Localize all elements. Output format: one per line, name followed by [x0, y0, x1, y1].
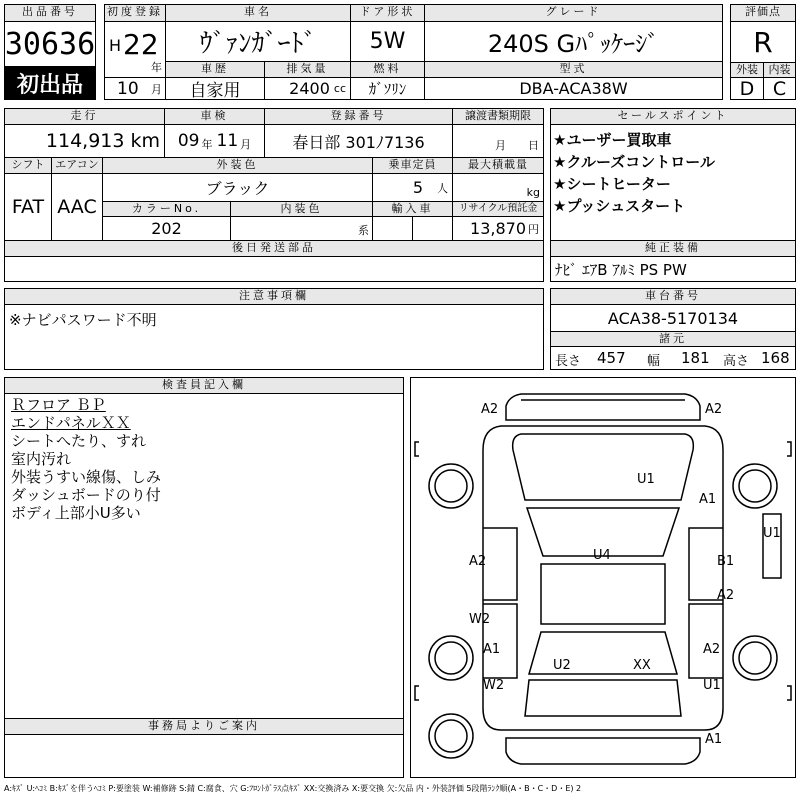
damage-mark: A2: [705, 402, 723, 417]
insp-year-unit: 年: [201, 138, 213, 151]
shift: FAT: [4, 173, 52, 241]
damage-mark: W2: [483, 678, 505, 693]
fuel-label: 燃料: [350, 61, 425, 78]
damage-mark: A1: [705, 732, 723, 747]
model: DBA-ACA38W: [424, 77, 723, 100]
ac-label: エアコン: [51, 157, 103, 174]
car-outline: [411, 378, 795, 777]
right-side-panel: [763, 514, 781, 578]
width: 181: [681, 349, 710, 367]
hood-shape: [513, 434, 694, 500]
damage-mark: U2: [553, 658, 571, 673]
sales-points-label: セールスポイント: [550, 108, 796, 125]
transfer-label: 譲渡書類期限: [452, 108, 544, 125]
chassis-number: ACA38-5170134: [550, 304, 796, 332]
inspector-label: 検査員記入欄: [4, 377, 404, 394]
roof-shape: [541, 564, 665, 624]
max-load-label: 最大積載量: [452, 157, 544, 174]
rear-window-shape: [529, 632, 677, 674]
equipment-label: 純正装備: [550, 240, 796, 257]
displacement-cell: [264, 77, 351, 100]
sales-point: ★シートヒーター: [553, 175, 671, 193]
shift-label: シフト: [4, 157, 52, 174]
bracket-right-top: [787, 442, 791, 456]
inspector-line: 室内汚れ: [11, 450, 72, 468]
ac: AAC: [51, 173, 103, 241]
damage-mark: U4: [593, 548, 611, 563]
inspector-line: シートへたり、すれ: [11, 432, 147, 450]
displacement: 2400: [289, 79, 330, 98]
door-type: 5W: [350, 21, 425, 62]
color-no-label: カラーNo.: [102, 201, 231, 217]
max-load-cell: [452, 173, 544, 202]
inspector-line: 外装うすい線傷、しみ: [11, 468, 162, 486]
damage-diagram: [410, 377, 796, 778]
height: 168: [761, 349, 790, 367]
ext-color: ブラック: [102, 173, 373, 202]
height-label: 高さ: [723, 354, 750, 369]
score: R: [730, 21, 796, 63]
damage-mark: A2: [703, 642, 721, 657]
wheel-rear-left-inner: [435, 642, 467, 674]
legend: A:ｷｽﾞ U:ﾍｺﾐ B:ｷｽﾞを伴うﾍｺﾐ P:要塗装 W:補修跡 S:錆 C:腐食、穴 G:ﾌﾛﾝﾄｶﾞﾗｽ点ｷｽﾞ XX:交換済み X:要交換 欠:欠品 内・外装評価 5段階ﾗﾝｸ順(A・B・C・D・E) 2: [4, 784, 582, 793]
history-label: 車歴: [165, 61, 265, 78]
int-grade-label: 内装: [763, 62, 796, 78]
length-label: 長さ: [555, 354, 582, 369]
capacity-label: 乗車定員: [372, 157, 453, 174]
damage-mark: B1: [717, 554, 735, 569]
mileage-cell: [4, 124, 165, 158]
transfer-cell: [452, 124, 544, 158]
first-reg-label: 初度登録: [104, 4, 166, 22]
insp-month-unit: 月: [240, 138, 252, 151]
caution-box: [4, 304, 544, 370]
rear-bumper-shape: [506, 738, 700, 764]
body-outline: [483, 426, 723, 730]
ext-grade-label: 外装: [730, 62, 764, 78]
chassis-label: 車台番号: [550, 288, 796, 305]
car-name-label: 車名: [165, 4, 351, 22]
grade-label: グレード: [424, 4, 723, 22]
first-listing-badge: 初出品: [4, 66, 96, 100]
grade: 240S Gﾊﾟｯｹｰｼﾞ: [424, 21, 723, 62]
door-label: ドア形状: [350, 4, 425, 22]
inspector-line: ボディ上部小U多い: [11, 504, 141, 522]
history: 自家用: [165, 77, 265, 100]
right-rear-door: [689, 604, 723, 678]
equipment: ﾅﾋﾞ ｴｱB ｱﾙﾐ PS PW: [550, 256, 796, 282]
inspector-line: ダッシュボードのり付: [11, 486, 161, 504]
sales-point: ★ユーザー買取車: [553, 131, 672, 149]
mileage-label: 走行: [4, 108, 165, 125]
dims-row: [550, 346, 796, 370]
inspection-cell: [164, 124, 265, 158]
damage-mark: XX: [633, 658, 651, 673]
dims-label: 諸元: [550, 331, 796, 347]
first-reg-month-cell: [104, 77, 166, 100]
spare-wheel-inner: [435, 720, 467, 752]
import-label: 輸入車: [372, 201, 453, 217]
wheel-rear-right-inner: [739, 642, 771, 674]
bracket-right-bottom: [787, 686, 791, 700]
damage-mark: W2: [469, 612, 491, 627]
recycle-cell: [452, 216, 544, 241]
mileage-unit: km: [130, 130, 160, 152]
later-parts-value: [4, 256, 544, 282]
max-load-unit: kg: [526, 186, 540, 199]
length: 457: [597, 349, 626, 367]
import-cell-a: [372, 216, 413, 241]
era-year: 22: [123, 28, 159, 61]
transfer-month-unit: 月: [495, 139, 506, 152]
lot-label: 出品番号: [4, 4, 96, 22]
insp-month: 11: [216, 131, 239, 151]
capacity: 5: [412, 178, 423, 197]
displacement-unit: cc: [333, 82, 346, 95]
damage-mark: U1: [763, 526, 781, 541]
plate-label: 登録番号: [264, 108, 453, 125]
ext-color-label: 外装色: [102, 157, 373, 174]
recycle: 13,870: [470, 219, 526, 238]
inspector-box: [4, 393, 404, 719]
inspection-label: 車検: [164, 108, 265, 125]
int-grade: C: [763, 77, 796, 100]
sales-points-box: [550, 124, 796, 241]
tailgate-shape: [525, 680, 681, 716]
capacity-cell: [372, 173, 453, 202]
int-color-cell: [230, 216, 373, 241]
wheel-front-right-inner: [739, 470, 771, 502]
inspector-line: エンドパネルＸＸ: [11, 414, 131, 432]
era-prefix: H: [109, 36, 122, 55]
color-no: 202: [102, 216, 231, 241]
damage-mark: A1: [483, 642, 501, 657]
year-unit: 年: [151, 61, 162, 74]
front-bumper-shape: [506, 394, 700, 420]
damage-mark: A2: [469, 554, 487, 569]
lot-number: 30636: [4, 21, 96, 67]
inspector-line: Ｒフロア ＢＰ: [11, 396, 106, 414]
import-cell-b: [412, 216, 453, 241]
office-notes-box: [4, 734, 404, 778]
sales-point: ★クルーズコントロール: [553, 153, 715, 171]
damage-mark: A2: [481, 402, 499, 417]
later-parts-label: 後日発送部品: [4, 240, 544, 257]
plate: 春日部 301ﾉ7136: [264, 124, 453, 158]
width-label: 幅: [647, 354, 661, 369]
car-name: ｳﾞｧﾝｶﾞｰﾄﾞ: [165, 21, 351, 62]
caution-text: ※ナビパスワード不明: [9, 311, 157, 329]
model-label: 型式: [424, 61, 723, 78]
sales-point: ★プッシュスタート: [553, 197, 686, 215]
insp-year: 09: [177, 131, 200, 151]
bracket-left-bottom: [415, 686, 419, 700]
damage-mark: A2: [717, 588, 735, 603]
month-unit: 月: [151, 83, 162, 96]
capacity-unit: 人: [437, 181, 448, 195]
wheel-front-left-inner: [435, 470, 467, 502]
first-reg-year-cell: [104, 21, 166, 78]
damage-mark: U1: [637, 472, 655, 487]
bracket-left-top: [415, 442, 419, 456]
ext-grade: D: [730, 77, 764, 100]
damage-mark: U1: [703, 678, 721, 693]
int-color-unit: 系: [358, 224, 369, 237]
fuel: ｶﾞｿﾘﾝ: [350, 77, 425, 100]
office-notes-label: 事務局よりご案内: [4, 718, 404, 735]
recycle-label: リサイクル預託金: [452, 201, 544, 217]
transfer-day-unit: 日: [528, 139, 539, 152]
int-color-label: 内装色: [230, 201, 373, 217]
recycle-unit: 円: [528, 222, 539, 236]
damage-mark: A1: [699, 492, 717, 507]
first-reg-month: 10: [117, 79, 139, 99]
caution-label: 注意事項欄: [4, 288, 544, 305]
mileage: 114,913: [45, 130, 125, 152]
displacement-label: 排気量: [264, 61, 351, 78]
left-front-door: [483, 528, 517, 600]
score-label: 評価点: [730, 4, 796, 22]
